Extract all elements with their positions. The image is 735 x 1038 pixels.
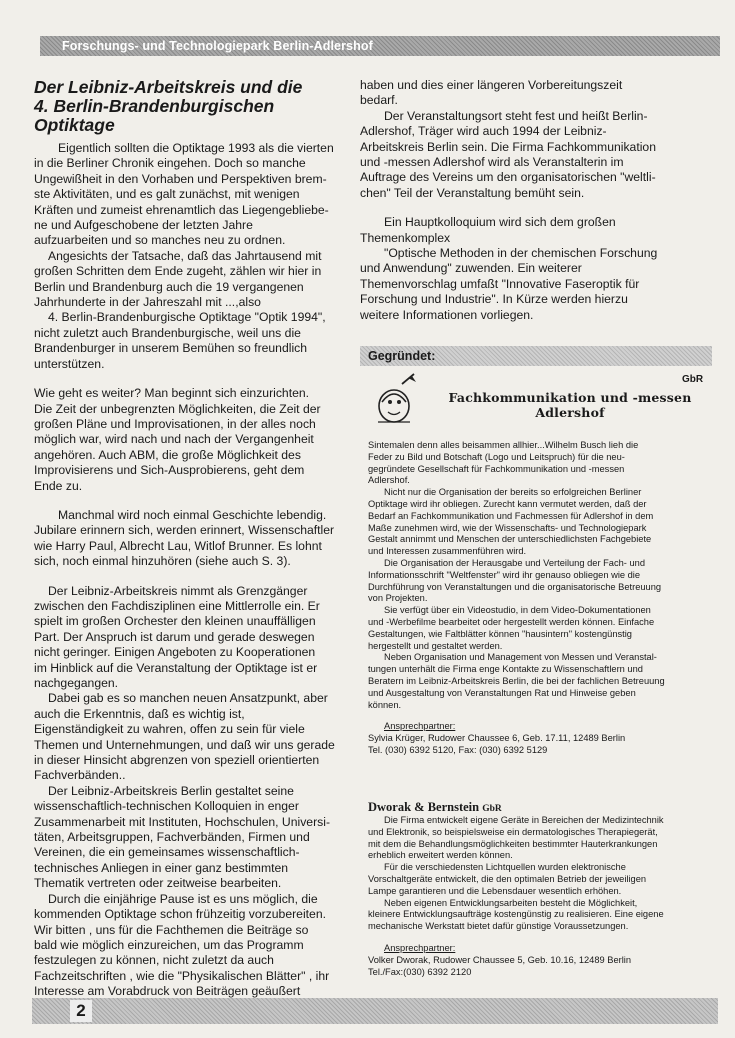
company-heading bbox=[368, 800, 502, 815]
paragraph: Nicht nur die Organisation der bereits so erfolgreichen Berliner Optiktage wird ihr obliegen. Zurecht kann vermutet werden, daß der Bedarf an Fachkommunikation und Fachmessen für Adlershof in dem Maße zunehmen wird, wie der Wissenschafts- und Technologiepark Gestalt annimmt und Menschen der unterschiedlichsten Fachgebiete und Interessen zusammenführen wird. bbox=[368, 487, 654, 557]
paragraph: Der Leibniz-Arbeitskreis Berlin gestaltet seine wissenschaftlich-technischen Kolloquien in enger Zusammenarbeit mit Instituten, Hochschulen, Universi- täten, Arbeitsgruppen, Fachverbänden, Firmen und Vereinen, die ein gemeinsames wissenschaftlich- technisches Anliegen in einer ganz bestimmten Thematik vertreten oder zeitweise bearbeiten. bbox=[34, 783, 330, 891]
paragraph: Wie geht es weiter? Man beginnt sich einzurichten. Die Zeit der unbegrenzten Möglichkeiten, die Zeit der großen Pläne und Improvisationen, in der alles noch möglich war, wird nach und nach der Vergangenheit angehören. Auch ABM, die große Möglichkeit des Improvisierens und Sich-Ausprobierens, geht dem Ende zu. bbox=[34, 386, 321, 493]
founded-column bbox=[368, 440, 713, 757]
article-title bbox=[34, 78, 349, 135]
contact-label: Ansprechpartner: bbox=[384, 942, 456, 953]
title-line: Optiktage bbox=[34, 115, 115, 135]
paragraph: Durch die einjährige Pause ist es uns möglich, die kommenden Optiktage schon frühzeitig vorzubereiten. Wir bitten , uns für die Fachthemen die Beiträge so bald wie möglich einzureichen, um das Programm festzulegen zu können, nicht zuletzt da auch Fachzeitschriften , wie die "Physikalischen Blätter" , ihr Interesse am Vorabdruck von Beiträgen geäußert bbox=[34, 891, 330, 999]
article-left-column bbox=[34, 78, 349, 1000]
legal-form-label: GbR bbox=[482, 804, 502, 814]
paragraph: Manchmal wird noch einmal Geschichte lebendig. Jubilare erinnern sich, werden erinnert, Wissenschaftler wie Harry Paul, Albrecht Lau, Witlof Brunner. Es lohnt sich, noch einmal hinzuhören (siehe auch S. 3). bbox=[34, 507, 335, 569]
paragraph: Der Veranstaltungsort steht fest und heißt Berlin- Adlershof, Träger wird auch 1994 der Leibniz- Arbeitskreis Berlin sein. Die Firma Fachkommunikation und -messen Adlershof wird als Veranstalterin im Auftrage des Vereins um den organisatorischen "weltli- chen" Teil der Veranstaltung bemüht sein. bbox=[360, 108, 656, 200]
company-name-blackletter: Fachkommunikation und -messen Adlershof bbox=[448, 390, 692, 420]
paragraph: Neben eigenen Entwicklungsarbeiten besteht die Möglichkeit, kleinere Entwicklungsaufträge kostengünstig zu realisieren. Eine eigene mechanische Werkstatt bietet dafür günstige Voraussetzungen. bbox=[368, 897, 664, 932]
paragraph: Angesichts der Tatsache, daß das Jahrtausend mit großen Schritten dem Ende zugeht, zählen wir hier in Berlin und Brandenburg auch die 19 vergangenen Jahrhunderte in der Jahreszahl mit ...,also bbox=[34, 248, 322, 310]
paragraph: Sie verfügt über ein Videostudio, in dem Video-Dokumentationen und -Werbefilme bearbeitet oder hergestellt werden können. Einfache Gestaltungen, wie Faltblätter können "hausintern" kostengünstig hergestellt und gestaltet werden. bbox=[368, 605, 655, 651]
section-label-founded: Gegründet: bbox=[360, 346, 712, 366]
company-column bbox=[368, 815, 713, 978]
title-line: 4. Berlin-Brandenburgischen bbox=[34, 96, 275, 116]
paragraph: Die Firma entwickelt eigene Geräte in Bereichen der Medizintechnik und Elektronik, so beispielsweise ein dermatologisches Therapiegerät, mit dem die Behandlungsmöglichkeiten bestimmter Hauterkrankungen erheblich erweitert werden können. bbox=[368, 815, 664, 861]
legal-form-label: GbR bbox=[682, 374, 704, 385]
paragraph: "Optische Methoden in der chemischen Forschung und Anwendung" zuwenden. Ein weiterer Themenvorschlag umfaßt "Innovative Faseroptik für Forschung und Industrie". In Kürze werden hierzu weitere Informationen vorliegen. bbox=[360, 246, 658, 322]
paragraph: 4. Berlin-Brandenburgische Optiktage "Optik 1994", nicht zuletzt auch Brandenburgische, weil uns die Brandenburger in unserem Bemühen so freundlich unterstützen. bbox=[34, 310, 326, 371]
contact-details: Volker Dworak, Rudower Chaussee 5, Geb. 10.16, 12489 Berlin Tel./Fax:(030) 6392 2120 bbox=[368, 954, 632, 977]
paragraph: Ein Hauptkolloquium wird sich dem großen Themenkomplex bbox=[360, 215, 616, 245]
contact-label: Ansprechpartner: bbox=[384, 721, 456, 732]
paragraph: Eigentlich sollten die Optiktage 1993 als die vierten in die Berliner Chronik eingehen. Doch so manche Ungewißheit in den Vorhaben und Perspektiven brem- ste Aktivitäten, und es galt zunächst, mit wenigen Kräften und zumeist ehrenamtlich das Liegengebliebe- ne und Aufgeschobene der letzten Jahre aufzuarbeiten und so manches neu zu ordnen. bbox=[34, 141, 334, 248]
paragraph: Sintemalen denn alles beisammen allhier...Wilhelm Busch lieh die Feder zu Bild und Botschaft (Logo und Leitspruch) für die neu- gegründete Gesellschaft für Fachkommunikation und -messen Adlershof. bbox=[368, 440, 639, 486]
paragraph: Die Organisation der Herausgabe und Verteilung der Fach- und Informationsschrift "Weltfenster" wird ihr genauso obliegen wie die Durchführung von Veranstaltungen und die organisatorische Betreuung von Projekten. bbox=[368, 557, 662, 604]
paragraph: Der Leibniz-Arbeitskreis nimmt als Grenzgänger zwischen den Fachdisziplinen eine Mittlerrolle ein. Er spielt im großen Orchester den kleinen unauffälligen Part. Der Anspruch ist darum und gerade deswegen nicht geringer. Einigen Angeboten zu Kooperationen im Hinblick auf die Veranstaltung der Optiktage ist er nachgegangen. bbox=[34, 583, 320, 690]
title-line: Der Leibniz-Arbeitskreis und die bbox=[34, 77, 303, 97]
paragraph: haben und dies einer längeren Vorbereitungszeit bedarf. bbox=[360, 78, 623, 108]
company-name: Dworak & Bernstein bbox=[368, 800, 480, 814]
article-right-column bbox=[360, 78, 710, 323]
paragraph: Für die verschiedensten Lichtquellen wurden elektronische Vorschaltgeräte entwickelt, die den optimalen Betrieb der jeweiligen Lampe garantieren und die Lebensdauer wesentlich erhöhen. bbox=[368, 862, 647, 896]
company-logo-illustration bbox=[368, 372, 420, 428]
running-header: Forschungs- und Technologiepark Berlin-Adlershof bbox=[40, 36, 720, 56]
paragraph: Dabei gab es so manchen neuen Ansatzpunkt, aber auch die Erkenntnis, daß es wichtig ist, Eigenständigkeit zu wahren, offen zu sein für viele Themen und Unternehmungen, und daß wir uns gerade in dieser Hinsicht abgrenzen von speziell orientierten Fachverbänden.. bbox=[34, 691, 335, 783]
footer-band bbox=[32, 998, 718, 1024]
paragraph: Neben Organisation und Management von Messen und Veranstal- tungen unterhält die Firma enge Kontakte zu Wissenschaftlern und Beratern im Leibniz-Arbeitskreis Berlin, die bei der fachlichen Betreuung und Ausgestaltung von Veranstaltungen Rat und Hinweise geben können. bbox=[368, 652, 665, 710]
page-number: 2 bbox=[70, 1000, 92, 1022]
contact-details: Sylvia Krüger, Rudower Chaussee 6, Geb. 17.11, 12489 Berlin Tel. (030) 6392 5120, Fax: (030) 6392 5129 bbox=[368, 733, 626, 755]
